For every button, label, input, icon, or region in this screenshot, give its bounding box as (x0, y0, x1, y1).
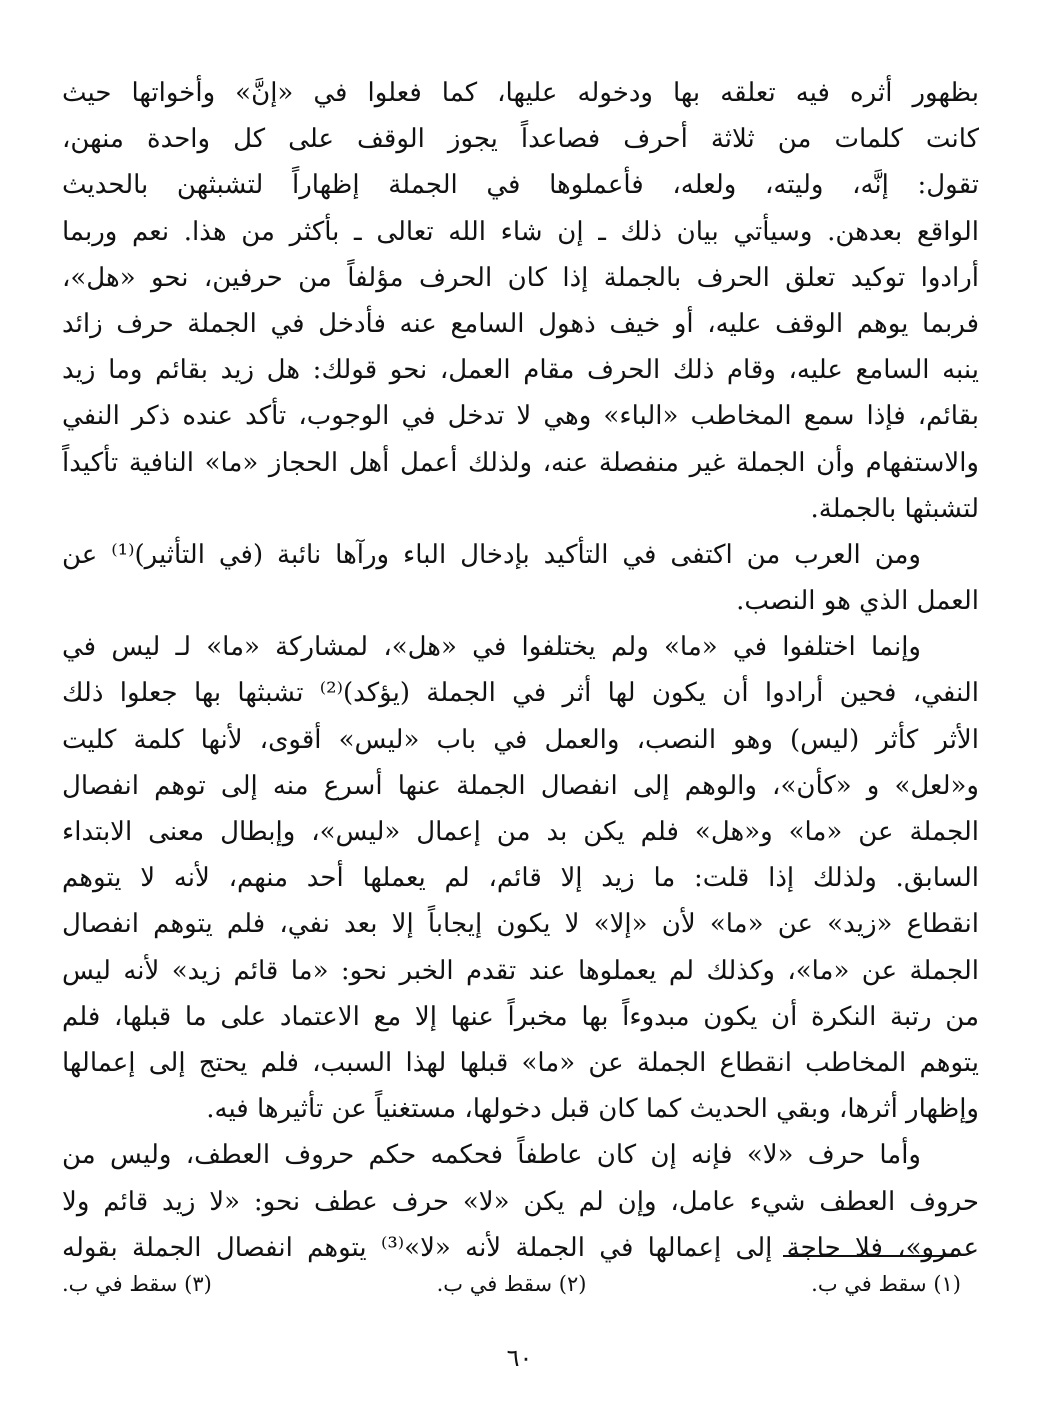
footnote-separator (783, 1255, 958, 1257)
text-line: وإنما اختلفوا في «ما» ولم يختلفوا في «هل»، لمشاركة «ما» لـ ليس في (62, 632, 921, 663)
text-line: العمل الذي هو النصب. (736, 586, 979, 617)
text-line: الجملة عن «ما»، وكذلك لم يعملوها عند تقدم الخبر نحو: «ما قائم زيد» لأنه ليس (62, 955, 979, 986)
text-line: الأثر كأثر (ليس) وهو النصب، والعمل في باب «ليس» أقوى، لأنها كلمة كليت (62, 724, 979, 755)
footnotes (62, 1264, 961, 1304)
text-line: بظهور أثره فيه تعلقه بها ودخوله عليها، كما فعلوا في «إنَّ» وأخواتها حيث (62, 78, 979, 108)
text-line: أرادوا توكيد تعلق الحرف بالجملة إذا كان الحرف مؤلفاً من حرفين، نحو «هل»، (62, 262, 979, 293)
footnote: (٢) سقط في ب. (436, 1272, 587, 1296)
text-line: ينبه السامع عليه، وقام ذلك الحرف مقام العمل، نحو قولك: هل زيد بقائم وما زيد (62, 355, 979, 386)
text-line: يتوهم المخاطب انقطاع الجملة عن «ما» قبلها لهذا السبب، فلم يحتج إلى إعمالها (62, 1047, 979, 1078)
text-line: و«لعل» و «كأن»، والوهم إلى انفصال الجملة عنها أسرع منه إلى توهم انفصال (62, 770, 979, 801)
text-line: ومن العرب من اكتفى في التأكيد بإدخال الباء ورآها نائبة (في التأثير)⁽¹⁾ عن (62, 539, 921, 570)
text-line: والاستفهام وأن الجملة غير منفصلة عنه، ولذلك أعمل أهل الحجاز «ما» النافية تأكيداً (62, 447, 979, 478)
text-line: عمرو»، فلا حاجة إلى إعمالها في الجملة لأنه «لا»⁽³⁾ يتوهم انفصال الجملة بقوله (62, 1232, 979, 1263)
footnote: (٣) سقط في ب. (62, 1272, 212, 1296)
text-line: فربما يوهم الوقف عليه، أو خيف ذهول السامع عنه فأدخل في الجملة حرف زائد (62, 308, 979, 339)
text-line: كانت كلمات من ثلاثة أحرف فصاعداً يجوز الوقف على كل واحدة منهن، (62, 124, 979, 155)
page-number: ٦٠ (506, 1344, 533, 1372)
text-line: لتشبثها بالجملة. (810, 493, 979, 524)
text-line: وإظهار أثرها، وبقي الحديث كما كان قبل دخولها، مستغنياً عن تأثيرها فيه. (206, 1094, 979, 1125)
text-line: الواقع بعدهن. وسيأتي بيان ذلك ـ إن شاء الله تعالى ـ بأكثر من هذا. نعم وربما (62, 216, 979, 247)
text-line: وأما حرف «لا» فإنه إن كان عاطفاً فحكمه حكم حروف العطف، وليس من (62, 1140, 921, 1171)
text-line: الجملة عن «ما» و«هل» فلم يكن بد من إعمال «ليس»، وإبطال معنى الابتداء (62, 817, 979, 847)
text-line: تقول: إنَّه، وليته، ولعله، فأعملوها في الجملة إظهاراً لتشبثهن بالحديث (62, 170, 979, 201)
text-line: السابق. ولذلك إذا قلت: ما زيد إلا قائم، لم يعملها أحد منهم، لأنه لا يتوهم (62, 863, 979, 894)
text-line: النفي، فحين أرادوا أن يكون لها أثر في الجملة (يؤكد)⁽²⁾ تشبثها بها جعلوا ذلك (62, 678, 979, 709)
text-line: من رتبة النكرة أن يكون مبدوءاً بها مخبراً عنها إلا مع الاعتماد على ما قبلها، فلم (62, 1001, 979, 1032)
text-line: بقائم، فإذا سمع المخاطب «الباء» وهي لا تدخل في الوجوب، تأكد عنده ذكر النفي (62, 401, 979, 432)
body-text (62, 70, 979, 1271)
text-line: انقطاع «زيد» عن «ما» لأن «إلا» لا يكون إيجاباً إلا بعد نفي، فلم يتوهم انفصال (62, 909, 979, 940)
footnote: (١) سقط في ب. (811, 1272, 961, 1296)
text-line: حروف العطف شيء عامل، وإن لم يكن «لا» حرف عطف نحو: «لا زيد قائم ولا (62, 1186, 979, 1217)
